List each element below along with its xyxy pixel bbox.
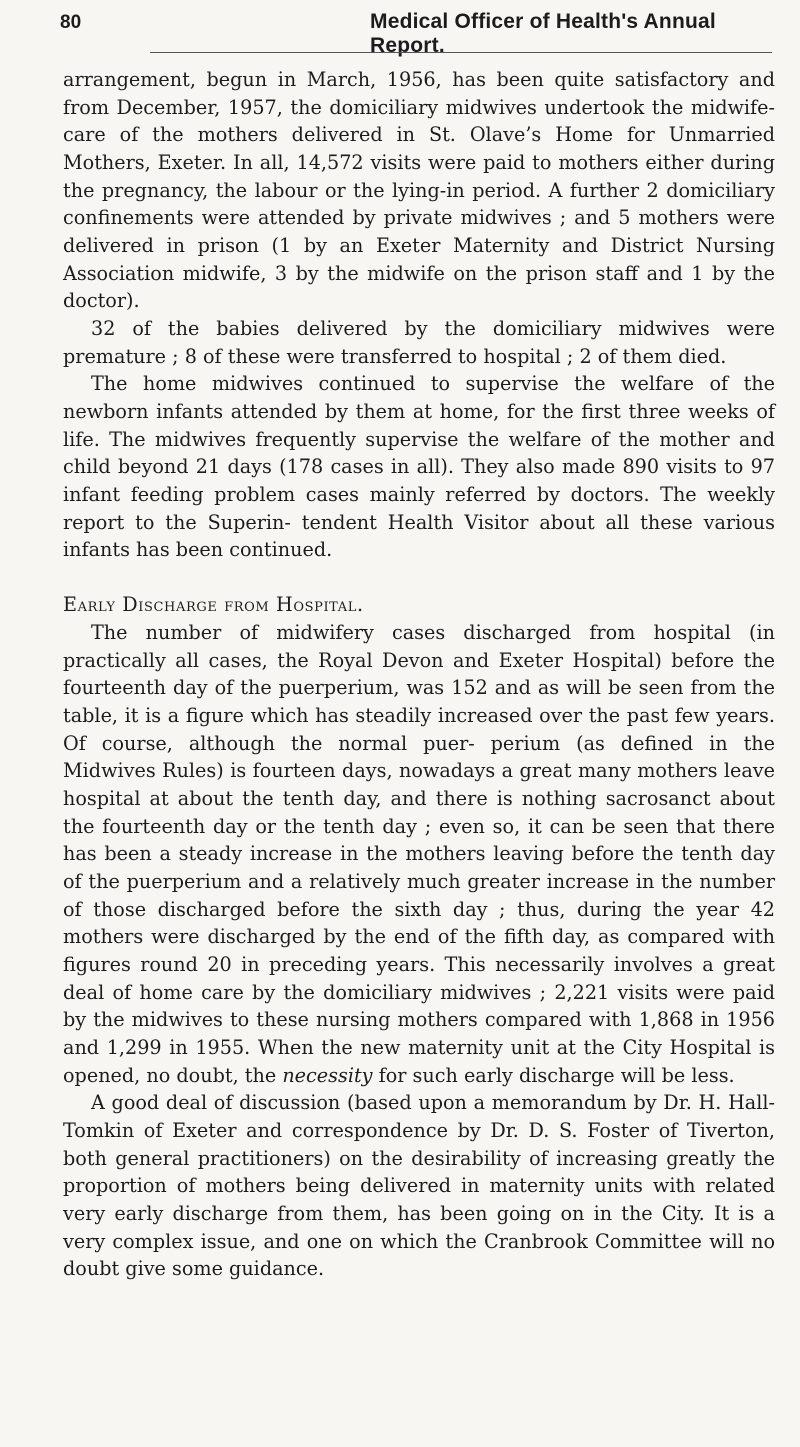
- paragraph-midwife-arrangement: arrangement, begun in March, 1956, has been quite satisfactory and from December, 1957, the domiciliary midwives undertook the midwife-care of the mothers delivered in St. Olave’s Home for Unmarried Mothers, Exeter. In all, 14,572 visits were paid to mothers either during the pregnancy, the labour or the lying-in period. A further 2 domiciliary confinements were attended by private midwives ; and 5 mothers were delivered in prison (1 by an Exeter Maternity and District Nursing Association midwife, 3 by the midwife on the prison staff and 1 by the doctor).: [63, 68, 775, 313]
- section-heading-early-discharge: Early Discharge from Hospital.: [63, 593, 364, 617]
- paragraph-discussion: A good deal of discussion (based upon a memorandum by Dr. H. Hall-Tomkin of Exeter and correspondence by Dr. D. S. Foster of Tiverton, both general practitioners) on the desirability of increasing greatly the proportion of mothers being delivered in maternity units with related very early discharge from them, has been going on in the City. It is a very complex issue, and one on which the Cranbrook Committee will no doubt give some guidance.: [63, 1091, 775, 1281]
- paragraph-home-midwives: The home midwives continued to supervise the welfare of the newborn infants attended by them at home, for the first three weeks of life. The midwives frequently supervise the welfare of the mother and child beyond 21 days (178 cases in all). They also made 890 visits to 97 infant feeding problem cases mainly referred by doctors. The weekly report to the Superin- tendent Health Visitor about all these various infants has been continued.: [63, 372, 775, 562]
- paragraph-early-discharge-italic: necessity: [282, 1063, 373, 1087]
- paragraph-premature-babies: 32 of the babies delivered by the domiciliary midwives were premature ; 8 of these were transferred to hospital ; 2 of them died.: [63, 316, 775, 368]
- paragraph-early-discharge-text-a: The number of midwifery cases discharged from hospital (in practically all cases, the Royal Devon and Exeter Hospital) before the fourteenth day of the puerperium, was 152 and as will be seen from the table, it is a figure which has steadily increased over the past few years. Of course, although the normal puer- perium (as defined in the Midwives Rules) is fourteen days, nowadays a great many mothers leave hospital at about the tenth day, and there is nothing sacrosanct about the fourteenth day or the tenth day ; even so, it can be seen that there has been a steady increase in the mothers leaving before the tenth day of the puerperium and a relatively much greater increase in the number of those discharged before the sixth day ; thus, during the year 42 mothers were discharged by the end of the fifth day, as compared with figures round 20 in preceding years. This necessarily involves a great deal of home care by the domiciliary midwives ; 2,221 visits were paid by the midwives to these nursing mothers compared with 1,868 in 1956 and 1,299 in 1955. When the new maternity unit at the City Hospital is opened, no doubt, the: [63, 621, 775, 1087]
- body-text: [63, 66, 775, 1283]
- report-title: Medical Officer of Health's Annual Report.: [370, 10, 716, 57]
- page-number: 80: [60, 12, 82, 33]
- header-rule: [150, 52, 772, 53]
- running-header: [60, 6, 780, 57]
- paragraph-early-discharge: [63, 619, 775, 1089]
- paragraph-early-discharge-text-b: for such early discharge will be less.: [372, 1063, 735, 1087]
